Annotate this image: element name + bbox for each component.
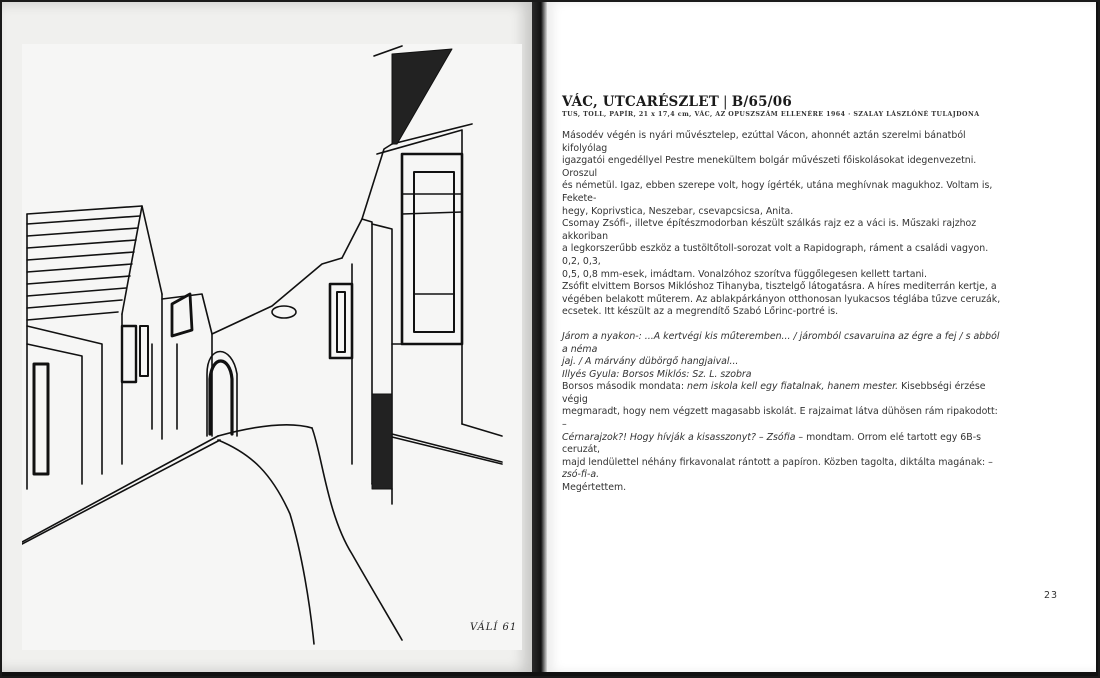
artwork-details: TUS, TOLL, PAPÍR, 21 x 17,4 cm, VÁC, AZ OPUSZSZÁM ELLENÉRE 1964 · SZALAY LÁSZLÓNÉ TULAJDONA — [562, 111, 980, 118]
story-emphasis: nem iskola kell egy fiatalnak, hanem mester. — [687, 381, 899, 393]
poem-attribution: Illyés Gyula: Borsos Miklós: Sz. L. szobra — [562, 368, 752, 380]
artwork-description — [562, 94, 1002, 495]
memoir-paragraph — [562, 130, 1002, 319]
title-separator: | — [723, 94, 728, 110]
poem-quote-line: Járom a nyakon-: ...A kertvégi kis műteremben... / járomból csavaruina az égre a fej / s abból a néma — [562, 330, 1000, 355]
story-text: – — [755, 431, 767, 443]
story-emphasis: Cérnarajzok?! Hogy hívják a kisasszonyt? — [562, 431, 756, 443]
catalog-number: B/65/06 — [731, 94, 792, 110]
paragraph-line: 0,5, 0,8 mm-esek, imádtam. Vonalzóhoz szorítva függőlegesen kellett tartani. — [562, 268, 927, 280]
paragraph-line: igazgatói engedéllyel Pestre menekültem bolgár művészeti főiskolásokat idegenvezetni. Oroszul — [562, 155, 977, 179]
paragraph-line: Csomay Zsófi-, illetve építészmodorban készült szálkás rajz ez a váci is. Műszaki rajzhoz akkoriban — [562, 218, 977, 242]
ink-sketch — [22, 44, 522, 650]
story-text: Kisebbségi érzése végig — [562, 381, 986, 405]
right-page — [547, 2, 1096, 672]
book-gutter — [532, 2, 547, 672]
story-text: megmaradt, hogy nem végzett magasabb iskolát. E rajzaimat látva dühösen rám ripakodott: – — [562, 406, 998, 431]
paragraph-line: a legkorszerűbb eszköz a tustöltőtoll-sorozat volt a Rapidograph, ráment a családi vagyon. 0,2, 0,3, — [562, 243, 989, 267]
story-emphasis: Zsófia — [766, 431, 796, 443]
artwork-title-text: VÁC, UTCARÉSZLET — [562, 94, 719, 110]
left-page — [2, 2, 532, 672]
paragraph-line: végében belakott műterem. Az ablakpárkányon otthonosan lyukacsos téglába tűzve ceruzák, — [562, 293, 1001, 305]
story-text: Borsos második mondata: — [562, 381, 688, 393]
artwork-title — [562, 94, 1002, 110]
paragraph-line: ecsetek. Itt készült az a megrendítő Szabó Lőrinc-portré is. — [562, 306, 839, 318]
artist-signature: VÁLÍ 61 — [470, 622, 518, 633]
story-text: – mondtam. Orrom elé tartott egy 6B-s ceruzát, — [562, 431, 981, 456]
paragraph-line: és németül. Igaz, ebben szerepe volt, hogy ígérték, utána meghívnak magukhoz. Voltam is, Fekete- — [562, 180, 993, 204]
story-text: Megértettem. — [562, 482, 627, 494]
page-number: 23 — [1044, 590, 1059, 601]
paragraph-line: Másodév végén is nyári művésztelep, ezúttal Vácon, ahonnét aztán szerelmi bánatból kifolyólag — [562, 130, 966, 154]
story-emphasis: zsó-fi-a. — [562, 469, 600, 481]
paragraph-line: Zsófit elvittem Borsos Miklóshoz Tihanyba, tisztelgő látogatásra. A híres mediterrán kertje, a — [562, 281, 997, 293]
poem-quote-and-story — [562, 331, 1002, 495]
paragraph-line: hegy, Koprivstica, Neszebar, csevapcsicsa, Anita. — [562, 205, 794, 217]
story-text: majd lendülettel néhány firkavonalat rántott a papíron. Közben tagolta, diktálta magának: – — [562, 456, 993, 468]
street-sketch-drawing — [22, 44, 522, 650]
poem-quote-line: jaj. / A márvány dübörgő hangjaival... — [562, 356, 739, 368]
